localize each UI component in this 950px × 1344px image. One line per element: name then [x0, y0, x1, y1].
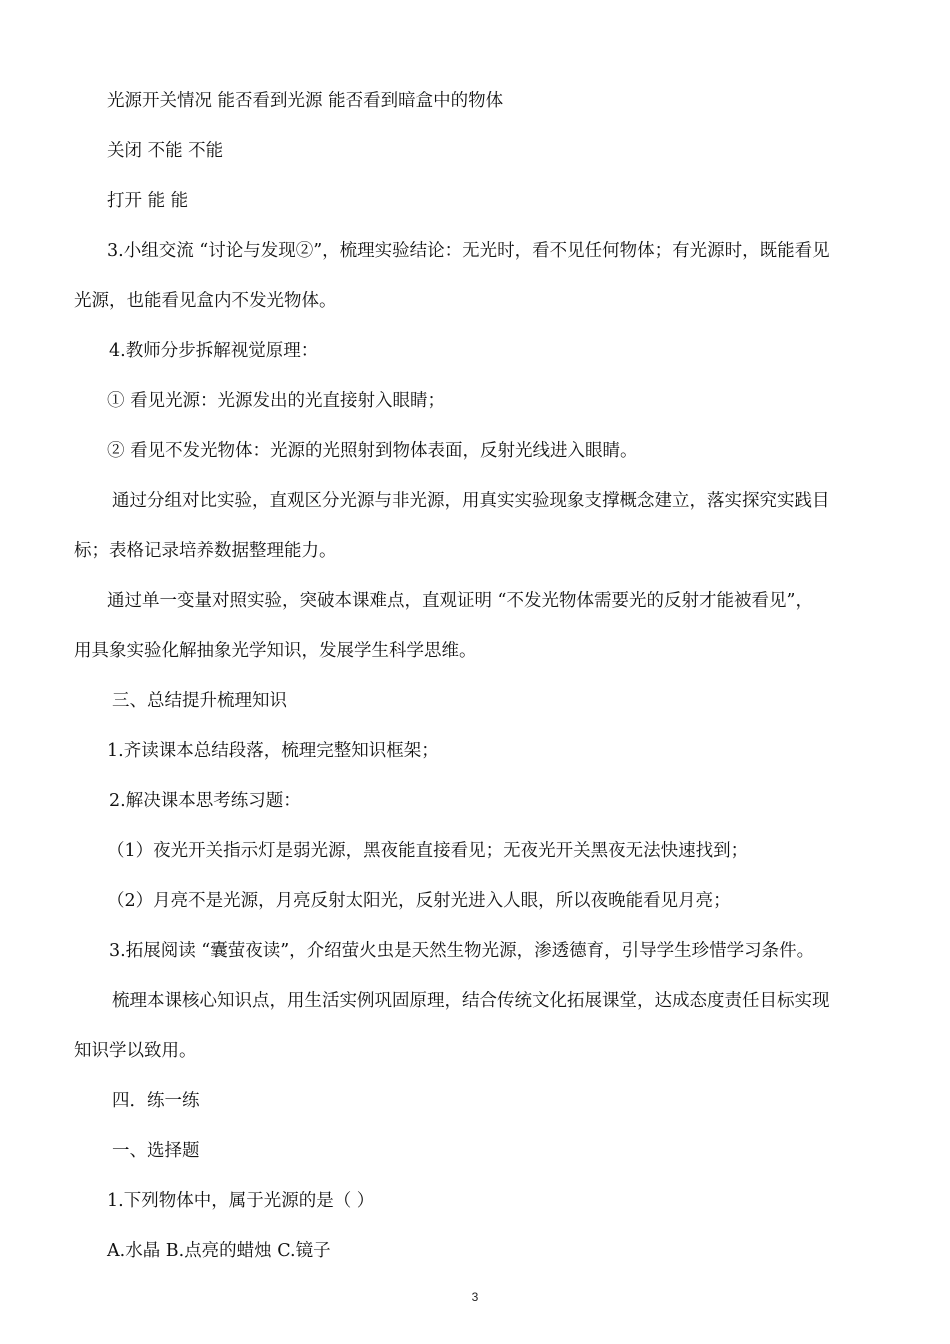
table-header-row: 光源开关情况 能否看到光源 能否看到暗盒中的物体	[107, 91, 504, 111]
paragraph-line: 知识学以致用。	[74, 1041, 197, 1061]
paragraph-line: 通过分组对比实验，直观区分光源与非光源，用真实实验现象支撑概念建立，落实探究实践目	[112, 491, 830, 511]
paragraph-line: 2.解决课本思考练习题：	[109, 791, 301, 811]
table-row-off: 关闭 不能 不能	[107, 141, 224, 161]
paragraph-line: 3.拓展阅读 “囊萤夜读”，介绍萤火虫是天然生物光源，渗透德育，引导学生珍惜学习条件。	[109, 941, 815, 961]
list-item: ② 看见不发光物体：光源的光照射到物体表面，反射光线进入眼睛。	[107, 441, 638, 461]
question-text: 1.下列物体中，属于光源的是（ ）	[107, 1191, 375, 1211]
paragraph-line: 光源，也能看见盒内不发光物体。	[74, 291, 337, 311]
list-item: （2）月亮不是光源，月亮反射太阳光，反射光进入人眼，所以夜晚能看见月亮；	[107, 891, 731, 911]
paragraph-line: 用具象实验化解抽象光学知识，发展学生科学思维。	[74, 641, 477, 661]
paragraph-line: 标；表格记录培养数据整理能力。	[74, 541, 337, 561]
paragraph-line: 3.小组交流 “讨论与发现②”，梳理实验结论：无光时，看不见任何物体；有光源时，既能看见	[107, 241, 830, 261]
table-row-on: 打开 能 能	[107, 191, 189, 211]
paragraph-line: 1.齐读课本总结段落，梳理完整知识框架；	[107, 741, 439, 761]
paragraph-line: 梳理本课核心知识点，用生活实例巩固原理，结合传统文化拓展课堂，达成态度责任目标实现	[112, 991, 830, 1011]
section-heading: 四．练一练	[112, 1091, 200, 1111]
section-heading: 一、选择题	[112, 1141, 200, 1161]
page-number: 3	[471, 1290, 479, 1304]
paragraph-line: 通过单一变量对照实验，突破本课难点，直观证明 “不发光物体需要光的反射才能被看见”，	[107, 591, 813, 611]
list-item: ① 看见光源：光源发出的光直接射入眼睛；	[107, 391, 446, 411]
paragraph-line: 4.教师分步拆解视觉原理：	[109, 341, 319, 361]
question-options: A.水晶 B.点亮的蜡烛 C.镜子	[107, 1241, 331, 1261]
section-heading: 三、总结提升梳理知识	[112, 691, 287, 711]
list-item: （1）夜光开关指示灯是弱光源，黑夜能直接看见；无夜光开关黑夜无法快速找到；	[107, 841, 749, 861]
